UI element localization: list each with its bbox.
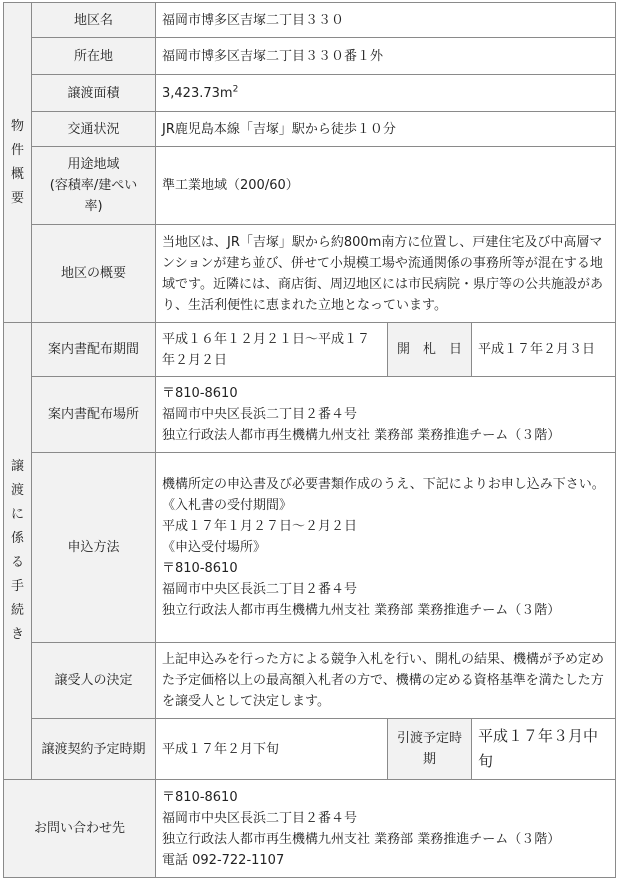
table-row [4, 453, 616, 643]
overview-label: 地区の概要 [32, 225, 156, 323]
property-info-table [3, 2, 616, 878]
bid-opening-label: 開 札 日 [388, 323, 472, 377]
table-row [4, 377, 616, 453]
table-row [4, 75, 616, 112]
location-value: 福岡市博多区吉塚二丁目３３０番１外 [156, 38, 616, 75]
distribution-place-value: 〒810-8610 福岡市中央区長浜二丁目２番４号 独立行政法人都市再生機構九州支社 業務部 業務推進チーム（３階） [156, 377, 616, 453]
table-row [4, 3, 616, 38]
contact-value: 〒810-8610 福岡市中央区長浜二丁目２番４号 独立行政法人都市再生機構九州支社 業務部 業務推進チーム（３階） 電話 092-722-1107 [156, 780, 616, 878]
table-row [4, 112, 616, 147]
contract-period-label: 譲渡契約予定時期 [32, 719, 156, 780]
application-label: 申込方法 [32, 453, 156, 643]
zoning-label: 用途地域 (容積率/建ぺい 率) [32, 147, 156, 225]
traffic-label: 交通状況 [32, 112, 156, 147]
distribution-place-label: 案内書配布場所 [32, 377, 156, 453]
table-row [4, 780, 616, 878]
zoning-value: 準工業地域（200/60） [156, 147, 616, 225]
area-number: 3,423.73m [162, 85, 233, 101]
decision-value: 上記申込みを行った方による競争入札を行い、開札の結果、機構が予め定めた予定価格以上の最高額入札者の方で、機構の定める資格基準を満たした方を譲受人として決定します。 [156, 643, 616, 719]
table-row [4, 38, 616, 75]
distribution-period-value: 平成１６年１２月２１日〜平成１７年２月２日 [156, 323, 388, 377]
table-row [4, 147, 616, 225]
decision-label: 譲受人の決定 [32, 643, 156, 719]
area-label: 譲渡面積 [32, 75, 156, 112]
area-value [156, 75, 616, 112]
contract-period-value: 平成１７年２月下旬 [156, 719, 388, 780]
bid-opening-value: 平成１７年２月３日 [472, 323, 616, 377]
distribution-period-label: 案内書配布期間 [32, 323, 156, 377]
table-row [4, 323, 616, 377]
district-name-label: 地区名 [32, 3, 156, 38]
traffic-value: JR鹿児島本線「吉塚」駅から徒歩１０分 [156, 112, 616, 147]
application-value: 機構所定の申込書及び必要書類作成のうえ、下記によりお申し込み下さい。 《入札書の受付期間》 平成１７年１月２７日〜２月２日 《申込受付場所》 〒810-8610 福岡市中央区長浜二丁目２番４号 独立行政法人都市再生機構九州支社 業務部 業務推進チーム（３階） [156, 453, 616, 643]
property-group-label: 物件概要 [4, 3, 32, 323]
overview-value: 当地区は、JR「吉塚」駅から約800m南方に位置し、戸建住宅及び中高層マンションが建ち並び、併せて小規模工場や流通関係の事務所等が混在する地域です。近隣には、商店街、周辺地区には市民病院・県庁等の公共施設があり、生活利便性に恵まれた立地となっています。 [156, 225, 616, 323]
table-row [4, 643, 616, 719]
handover-period-label: 引渡予定時期 [388, 719, 472, 780]
area-unit-exponent: 2 [232, 84, 239, 95]
handover-period-value: 平成１７年３月中旬 [472, 719, 616, 780]
procedure-group-label: 譲渡に係る手続き [4, 323, 32, 780]
contact-label: お問い合わせ先 [4, 780, 156, 878]
table-row [4, 719, 616, 780]
location-label: 所在地 [32, 38, 156, 75]
table-row [4, 225, 616, 323]
district-name-value: 福岡市博多区吉塚二丁目３３０ [156, 3, 616, 38]
